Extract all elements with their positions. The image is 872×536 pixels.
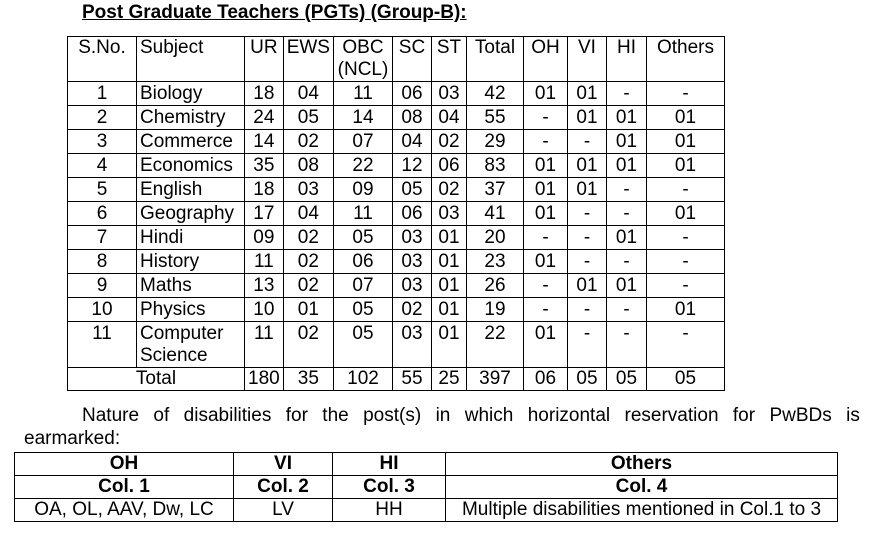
cell-ur: 11: [245, 250, 284, 274]
cell-total: 22: [466, 322, 523, 368]
cell-vi: 01: [567, 106, 606, 130]
total-ews: 35: [283, 368, 333, 391]
header-ews: EWS: [283, 37, 333, 82]
cell-subject: Geography: [137, 202, 245, 226]
dis-value-vi: LV: [234, 499, 333, 522]
cell-sno: 9: [68, 274, 137, 298]
header-oh: OH: [523, 37, 567, 82]
header-ur: UR: [245, 37, 284, 82]
note-word: PwBDs: [769, 405, 832, 426]
dis-value-others: Multiple disabilities mentioned in Col.1 to 3: [446, 499, 838, 522]
cell-obc: 06: [333, 250, 392, 274]
cell-ur: 18: [245, 82, 284, 106]
cell-sno: 11: [68, 322, 137, 368]
cell-total: 20: [466, 226, 523, 250]
cell-oh: 01: [523, 178, 567, 202]
cell-others: 01: [646, 154, 724, 178]
cell-st: 03: [431, 82, 466, 106]
cell-subject: Physics: [137, 298, 245, 322]
cell-oh: 01: [523, 154, 567, 178]
cell-sc: 06: [392, 82, 431, 106]
cell-ur: 18: [245, 178, 284, 202]
cell-ur: 13: [245, 274, 284, 298]
cell-oh: -: [523, 106, 567, 130]
pwbd-note: [24, 404, 860, 450]
cell-ur: 11: [245, 322, 284, 368]
cell-total: 37: [466, 178, 523, 202]
table-row: [68, 82, 725, 106]
header-hi: HI: [606, 37, 646, 82]
header-st: ST: [431, 37, 466, 82]
cell-sc: 03: [392, 250, 431, 274]
cell-st: 02: [431, 178, 466, 202]
cell-oh: -: [523, 226, 567, 250]
header-vi: VI: [567, 37, 606, 82]
cell-st: 01: [431, 226, 466, 250]
cell-ur: 24: [245, 106, 284, 130]
cell-others: 01: [646, 298, 724, 322]
table-row: [68, 106, 725, 130]
table-header-row: [68, 37, 725, 82]
table-row: [68, 274, 725, 298]
disability-col-row: [15, 476, 838, 499]
dis-col-1: Col. 1: [15, 476, 234, 499]
cell-st: 01: [431, 322, 466, 368]
dis-value-hi: HH: [333, 499, 446, 522]
table-row: [68, 154, 725, 178]
cell-sno: 1: [68, 82, 137, 106]
total-sc: 55: [392, 368, 431, 391]
cell-oh: 01: [523, 82, 567, 106]
cell-obc: 22: [333, 154, 392, 178]
cell-sno: 6: [68, 202, 137, 226]
note-word: post(s): [363, 405, 422, 426]
cell-total: 55: [466, 106, 523, 130]
cell-obc: 07: [333, 274, 392, 298]
cell-vi: 01: [567, 178, 606, 202]
cell-others: -: [646, 274, 724, 298]
cell-vi: -: [567, 322, 606, 368]
cell-others: -: [646, 226, 724, 250]
cell-vi: 01: [567, 274, 606, 298]
cell-subject: Commerce: [137, 130, 245, 154]
cell-vi: -: [567, 202, 606, 226]
page-heading: Post Graduate Teachers (PGTs) (Group-B):: [82, 2, 467, 23]
total-row: [68, 368, 725, 391]
cell-subject: Biology: [137, 82, 245, 106]
dis-col-3: Col. 3: [333, 476, 446, 499]
total-label: Total: [68, 368, 245, 391]
total-st: 25: [431, 368, 466, 391]
pgt-vacancy-table: [67, 36, 725, 391]
disability-value-row: [15, 499, 838, 522]
cell-st: 02: [431, 130, 466, 154]
cell-ur: 10: [245, 298, 284, 322]
cell-obc: 09: [333, 178, 392, 202]
cell-st: 01: [431, 250, 466, 274]
cell-ews: 04: [283, 82, 333, 106]
cell-others: 01: [646, 202, 724, 226]
cell-oh: -: [523, 274, 567, 298]
header-subject: Subject: [137, 37, 245, 82]
cell-hi: 01: [606, 274, 646, 298]
cell-obc: 11: [333, 202, 392, 226]
cell-ews: 02: [283, 322, 333, 368]
disability-header-row: [15, 453, 838, 476]
note-word: the: [322, 405, 349, 426]
table-row: [68, 178, 725, 202]
cell-hi: 01: [606, 226, 646, 250]
header-sc: SC: [392, 37, 431, 82]
cell-sno: 10: [68, 298, 137, 322]
cell-ews: 02: [283, 274, 333, 298]
cell-oh: -: [523, 130, 567, 154]
cell-oh: 01: [523, 250, 567, 274]
cell-sc: 04: [392, 130, 431, 154]
dis-value-oh: OA, OL, AAV, Dw, LC: [15, 499, 234, 522]
cell-others: 01: [646, 106, 724, 130]
total-obc: 102: [333, 368, 392, 391]
note-word: for: [732, 405, 756, 426]
cell-subject: Maths: [137, 274, 245, 298]
note-line-1: [24, 404, 860, 427]
cell-hi: 01: [606, 130, 646, 154]
total-ur: 180: [245, 368, 284, 391]
total-others: 05: [646, 368, 724, 391]
header-others: Others: [646, 37, 724, 82]
header-total: Total: [466, 37, 523, 82]
cell-sno: 5: [68, 178, 137, 202]
cell-sc: 03: [392, 226, 431, 250]
dis-col-4: Col. 4: [446, 476, 838, 499]
table-row: [68, 250, 725, 274]
total-vi: 05: [567, 368, 606, 391]
cell-sno: 2: [68, 106, 137, 130]
table-row: [68, 298, 725, 322]
cell-sc: 12: [392, 154, 431, 178]
table-row: [68, 130, 725, 154]
note-word: Nature: [82, 405, 140, 426]
cell-sc: 08: [392, 106, 431, 130]
cell-vi: 01: [567, 154, 606, 178]
cell-total: 83: [466, 154, 523, 178]
cell-obc: 07: [333, 130, 392, 154]
cell-vi: -: [567, 298, 606, 322]
cell-ews: 04: [283, 202, 333, 226]
header-sno: S.No.: [68, 37, 137, 82]
cell-sc: 06: [392, 202, 431, 226]
cell-sno: 8: [68, 250, 137, 274]
table-row: [68, 202, 725, 226]
cell-hi: -: [606, 250, 646, 274]
cell-obc: 11: [333, 82, 392, 106]
cell-vi: -: [567, 250, 606, 274]
cell-hi: -: [606, 322, 646, 368]
cell-total: 41: [466, 202, 523, 226]
cell-subject: Economics: [137, 154, 245, 178]
cell-ews: 01: [283, 298, 333, 322]
note-word: for: [285, 405, 308, 426]
cell-total: 26: [466, 274, 523, 298]
cell-others: -: [646, 322, 724, 368]
cell-obc: 05: [333, 226, 392, 250]
note-word: of: [153, 405, 170, 426]
cell-sc: 03: [392, 274, 431, 298]
note-word: reservation: [624, 405, 719, 426]
cell-total: 29: [466, 130, 523, 154]
cell-ews: 02: [283, 226, 333, 250]
cell-obc: 05: [333, 322, 392, 368]
cell-st: 04: [431, 106, 466, 130]
cell-ews: 02: [283, 250, 333, 274]
note-word: is: [846, 405, 860, 426]
dis-header-hi: HI: [333, 453, 446, 476]
total-oh: 06: [523, 368, 567, 391]
cell-ur: 14: [245, 130, 284, 154]
total-hi: 05: [606, 368, 646, 391]
cell-ews: 02: [283, 130, 333, 154]
cell-ews: 05: [283, 106, 333, 130]
cell-ur: 09: [245, 226, 284, 250]
total-total: 397: [466, 368, 523, 391]
table-row: [68, 322, 725, 368]
cell-sc: 03: [392, 322, 431, 368]
table-body: [68, 82, 725, 368]
cell-others: -: [646, 82, 724, 106]
cell-hi: -: [606, 82, 646, 106]
cell-oh: -: [523, 298, 567, 322]
cell-subject: English: [137, 178, 245, 202]
cell-sc: 02: [392, 298, 431, 322]
cell-hi: -: [606, 298, 646, 322]
note-word: which: [464, 405, 514, 426]
cell-vi: -: [567, 130, 606, 154]
cell-subject: Computer Science: [137, 322, 245, 368]
table-row: [68, 226, 725, 250]
cell-ews: 08: [283, 154, 333, 178]
cell-oh: 01: [523, 322, 567, 368]
cell-st: 01: [431, 298, 466, 322]
cell-total: 19: [466, 298, 523, 322]
cell-st: 01: [431, 274, 466, 298]
dis-header-others: Others: [446, 453, 838, 476]
cell-others: -: [646, 250, 724, 274]
cell-oh: 01: [523, 202, 567, 226]
cell-obc: 05: [333, 298, 392, 322]
dis-col-2: Col. 2: [234, 476, 333, 499]
cell-hi: -: [606, 178, 646, 202]
cell-obc: 14: [333, 106, 392, 130]
dis-header-oh: OH: [15, 453, 234, 476]
cell-hi: -: [606, 202, 646, 226]
cell-total: 42: [466, 82, 523, 106]
cell-hi: 01: [606, 106, 646, 130]
cell-sno: 3: [68, 130, 137, 154]
cell-ews: 03: [283, 178, 333, 202]
header-obc: OBC (NCL): [333, 37, 392, 82]
cell-sno: 7: [68, 226, 137, 250]
cell-st: 06: [431, 154, 466, 178]
cell-vi: -: [567, 226, 606, 250]
cell-ur: 17: [245, 202, 284, 226]
cell-subject: Hindi: [137, 226, 245, 250]
note-word: disabilities: [183, 405, 272, 426]
note-word: in: [435, 405, 451, 426]
cell-ur: 35: [245, 154, 284, 178]
cell-sc: 05: [392, 178, 431, 202]
cell-subject: History: [137, 250, 245, 274]
cell-st: 03: [431, 202, 466, 226]
cell-sno: 4: [68, 154, 137, 178]
dis-header-vi: VI: [234, 453, 333, 476]
cell-total: 23: [466, 250, 523, 274]
cell-vi: 01: [567, 82, 606, 106]
cell-subject: Chemistry: [137, 106, 245, 130]
cell-others: 01: [646, 130, 724, 154]
cell-hi: 01: [606, 154, 646, 178]
disability-table: [14, 452, 838, 522]
note-line-2: earmarked:: [24, 428, 121, 449]
cell-others: -: [646, 178, 724, 202]
note-word: horizontal: [527, 405, 611, 426]
